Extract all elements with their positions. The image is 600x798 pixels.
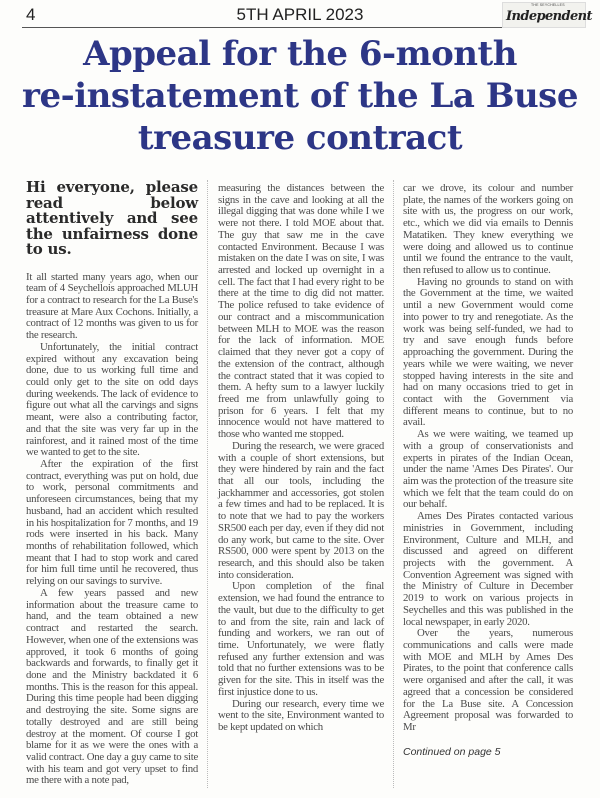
article-paragraph: Upon completion of the final extension, we had found the entrance to the vault, but due to the difficulty to get to and from the site, rain and lack of funding and workers, we ran out of time. Unfortunately, we were flatly refused any further extension and was told that no further extensions was to be given for the site. This in itself was the first injustice done to us. [218, 580, 384, 698]
article-column-3 [403, 183, 573, 759]
title-line: re-instatement of the La Buse [22, 76, 578, 116]
article-column-2 [218, 183, 384, 734]
article-paragraph: As we were waiting, we teamed up with a group of conservationists and experts in pirates of the Indian Ocean, under the name 'Ames Des Pirates'. Our aim was the protection of the treasure site which we felt that the team could do on our behalf. [403, 428, 573, 511]
article-paragraph: During the research, we were graced with a couple of short extensions, but they were hindered by rain and the fact that all our tools, including the jackhammer and accessories, got stolen a few times and had to be replaced. It is to note that we had to pay the workers SR500 each per day, even if they did not do any work, but came to the site. Over RS500, 000 were spent by 2013 on the research, and this should also be taken into consideration. [218, 439, 384, 581]
article-intro: Hi everyone, please read below attentively and see the unfairness done to us. [26, 178, 198, 258]
article-column-1 [26, 176, 198, 787]
title-line: Appeal for the 6-month [83, 34, 517, 74]
article-paragraph: A few years passed and new information about the treasure came to hand, and the team obtained a new contract and restarted the search. However, when one of the extensions was approved, it took 6 months of going backwards and forwards, to finally get it done and the Ministry backdated it 6 months. This is the reason for this appeal. During this time people had been digging and destroying the site. Some signs are totally destroyed and are still being destroy at the moment. Of course I got blame for it as we were the ones with a valid contract. One day a guy came to site with his team and got very upset to find me there with a note pad, [26, 586, 198, 787]
title-line: treasure contract [137, 118, 463, 158]
article-paragraph: It all started many years ago, when our team of 4 Seychellois approached MLUH for a contract to research for the La Buse's treasure at Mare Aux Cochons. Initially, a contract of 12 months was given to us for the research. [26, 270, 199, 342]
newspaper-logo [502, 2, 592, 28]
article-paragraph: measuring the distances between the signs in the cave and looking at all the illegal digging that was done while I we were not there. I told MOE about that. The guy that saw me in the cave contacted Environment. Because I was mistaken on the date I was on site, I was arrested and locked up overnight in a cell. The fact that I had every right to be there at the time to dig did not matter. The police refused to take evidence of our contract and a miscommunication between MLH to MOE was the reason for the lack of information. MOE claimed that they never got a copy of the extension of the contract, although the contract stated that it was copied to them. A hefty sum to a lawyer luckily freed me from unlawfully going to prison for 6 years. I felt that my innocence would not have mattered to those who wanted me stopped. [218, 182, 384, 441]
logo-name: Independent [506, 9, 592, 24]
page-header [22, 3, 592, 28]
logo-small-text: THE SEYCHELLES [531, 3, 565, 7]
column-divider [207, 180, 208, 788]
article-paragraph: Having no grounds to stand on with the Government at the time, we waited until a new Government would come into power to try and renegotiate. As the work was being self-funded, we had to try and save enough funds before approaching the government. During the years while we were waiting, we never stopped having interests in the site and had on many occasions tried to get in contact with the Government via different means to continue, but to no avail. [403, 275, 573, 429]
article-paragraph: Unfortunately, the initial contract expired without any excavation being done, due to us working full time and could only get to the site on odd days during weekends. The lack of evidence to figure out what all the carvings and signs meant, were also a contributing factor, and that the site was very far up in the rainforest, and it rained most of the time we wanted to get to the site. [26, 340, 198, 459]
column-divider [393, 180, 394, 788]
article-paragraph: car we drove, its colour and number plate, the names of the workers going on site with us, the progress on our work, etc., which we did via emails to Dennis Matatiken. They knew everything we were doing and allowed us to continue until we found the entrance to the vault, then refused to allow us to continue. [403, 182, 573, 277]
article-title [0, 33, 600, 159]
issue-date: 5TH APRIL 2023 [236, 5, 364, 24]
article-paragraph: Ames Des Pirates contacted various ministries in Government, including Environment, Culture and MLH, and discussed and agreed on different projects with the government. A Convention Agreement was signed with the Ministry of Culture in December 2019 to work on various projects in Seychelles and this was published in the local newspaper, in early 2020. [403, 510, 573, 628]
article-paragraph: Over the years, numerous communications and calls were made with MOE and MLH by Ames Des Pirates, to the point that conference calls were organised and after the call, it was agreed that a concession be considered for the La Buse site. A Concession Agreement proposal was forwarded to Mr [403, 627, 573, 734]
continued-note: Continued on page 5 [403, 745, 501, 758]
article-paragraph: After the expiration of the first contract, everything was put on hold, due to work, personal commitments and unforeseen circumstances, being that my husband, had an accident which resulted in his hospitalization for 7 months, and 19 rods were inserted in his back. Many months of rehabilitation followed, which meant that I had to stop work and cared for him full time until he recovered, thus relying on our savings to survive. [26, 458, 198, 588]
article-paragraph: During our research, every time we went to the site, Environment wanted to be kept updated on which [218, 697, 384, 734]
page-number: 4 [26, 5, 36, 24]
